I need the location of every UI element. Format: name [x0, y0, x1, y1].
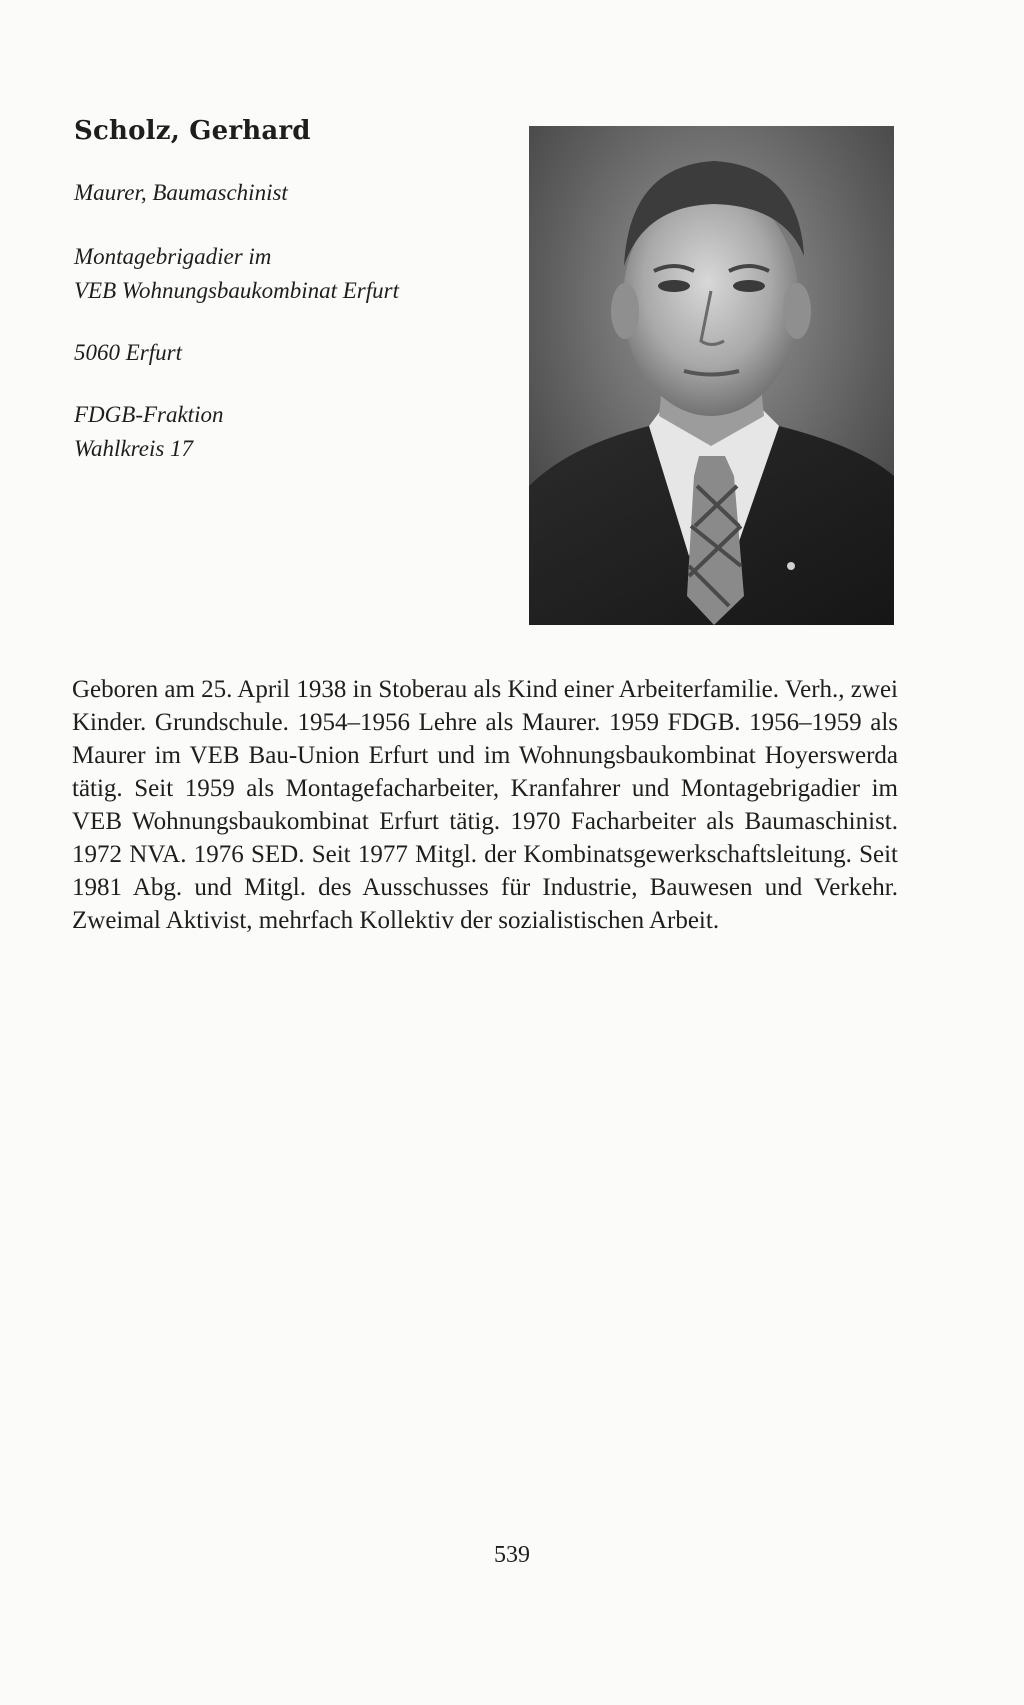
faction-block: [74, 398, 223, 466]
city: [74, 336, 182, 370]
city-text: 5060 Erfurt: [74, 340, 182, 365]
portrait-illustration: [529, 126, 894, 625]
biography-text: Geboren am 25. April 1938 in Stoberau als Kind einer Arbeiterfamilie. Verh., zwei Kinder. Grundschule. 1954–1956 Lehre als Maurer. 1959 FDGB. 1956–1959 als Maurer im VEB Bau-Union Erfurt und im Wohnungsbaukombinat Hoyerswerda tätig. Seit 1959 als Montagefacharbeiter, Kranfahrer und Montagebrigadier im VEB Wohnungsbaukombinat Erfurt tätig. 1970 Facharbeiter als Baumaschinist. 1972 NVA. 1976 SED. Seit 1977 Mitgl. der Kombinatsgewerkschaftsleitung. Seit 1981 Abg. und Mitgl. des Ausschusses für Industrie, Bauwesen und Verkehr. Zweimal Aktivist, mehrfach Kollektiv der sozialistischen Arbeit.: [72, 676, 898, 934]
page-number: 539: [494, 1542, 530, 1568]
position-line-1: Montagebrigadier im: [74, 244, 272, 269]
person-name: Scholz, Gerhard: [74, 116, 311, 146]
position-line-2: VEB Wohnungsbaukombinat Erfurt: [74, 278, 399, 303]
constituency-text: Wahlkreis 17: [74, 436, 194, 461]
occupation: [74, 176, 288, 210]
occupation-text: Maurer, Baumaschinist: [74, 180, 288, 205]
position: [74, 240, 399, 308]
faction-text: FDGB-Fraktion: [74, 402, 224, 427]
portrait-photo: [529, 126, 894, 625]
